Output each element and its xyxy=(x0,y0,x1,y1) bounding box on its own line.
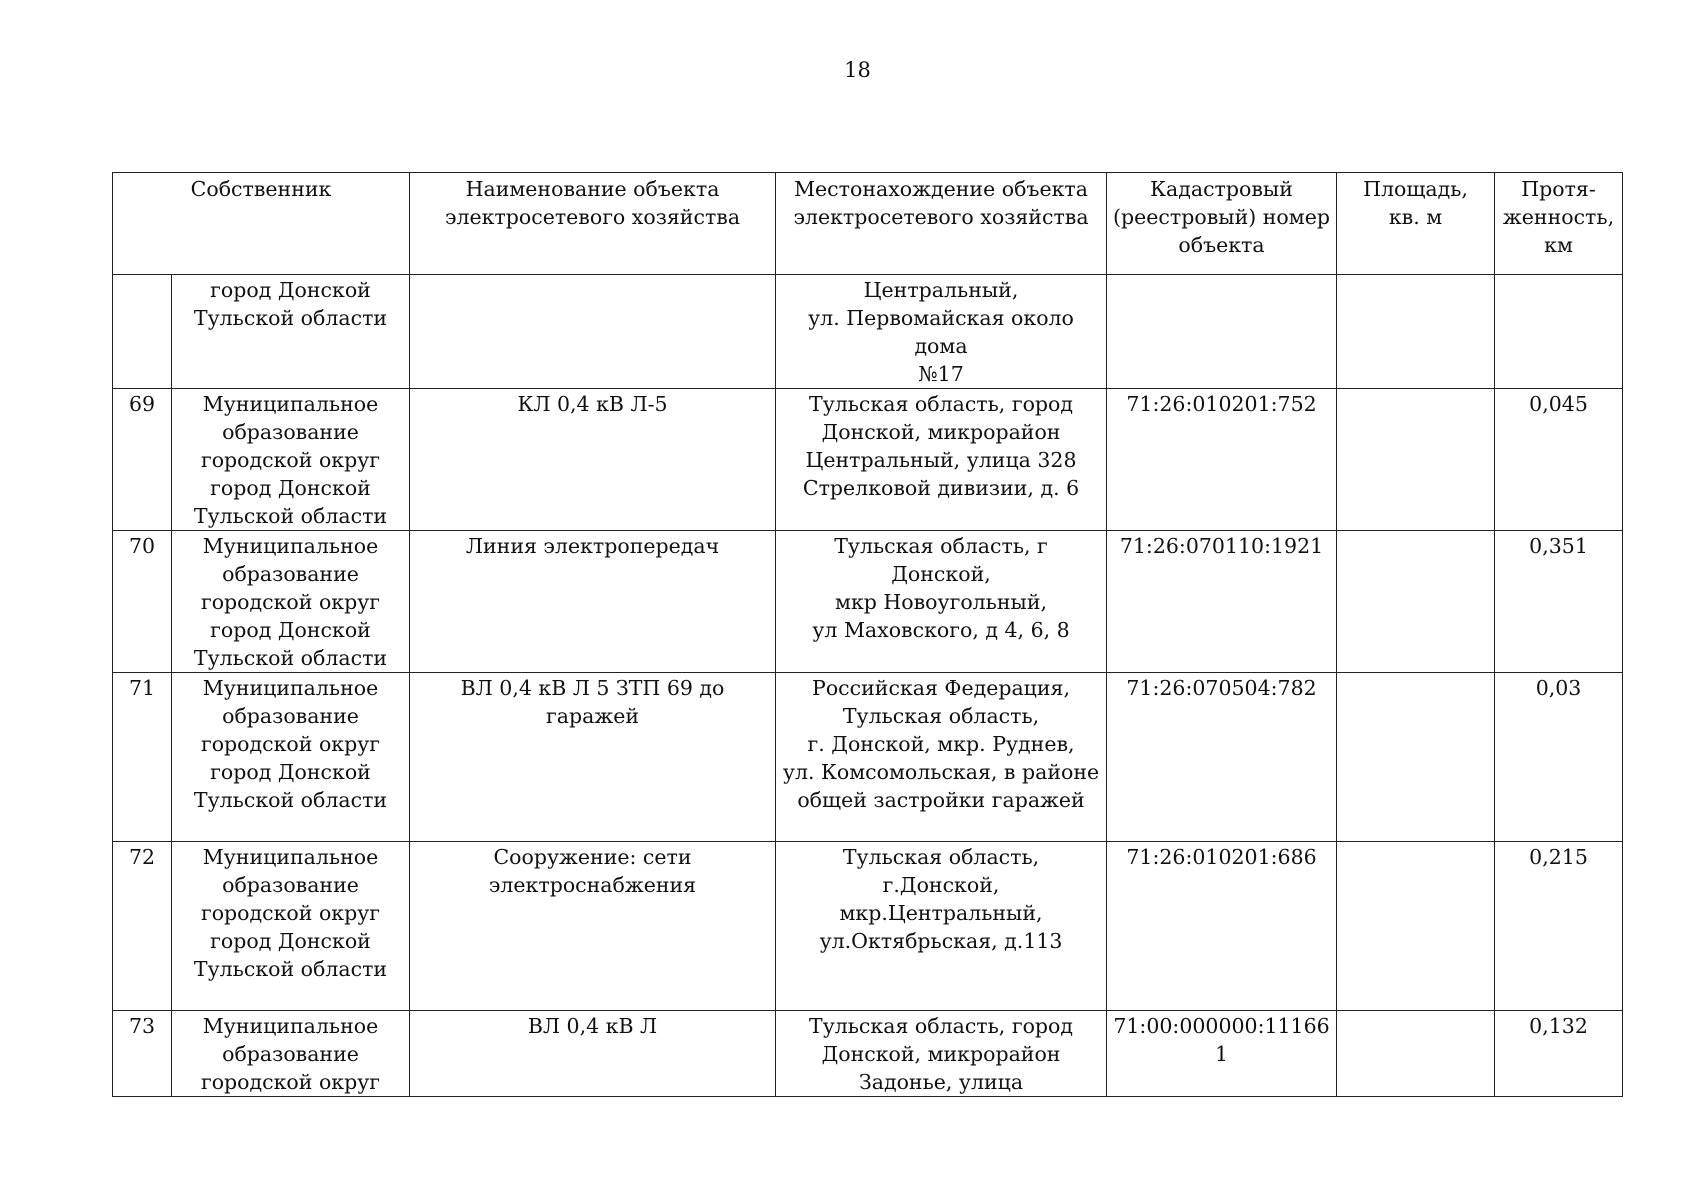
page-number: 18 xyxy=(844,58,871,82)
cell-owner: Муниципальное образование городской округ xyxy=(172,1011,410,1097)
cell-location: Российская Федерация, Тульская область, г. Донской, мкр. Руднев, ул. Комсомольская, в районе общей застройки гаражей xyxy=(776,673,1107,842)
cell-location: Центральный, ул. Первомайская около дома №17 xyxy=(776,275,1107,389)
cell-owner: Муниципальное образование городской округ город Донской Тульской области xyxy=(172,673,410,842)
cell-object-name: ВЛ 0,4 кВ Л xyxy=(410,1011,776,1097)
cell-length xyxy=(1495,275,1623,389)
table-row xyxy=(113,1011,1623,1097)
cell-number: 70 xyxy=(113,531,172,673)
header-object-name: Наименование объекта электросетевого хозяйства xyxy=(410,173,776,275)
table-row-continuation xyxy=(113,275,1623,389)
header-length: Протя- женность, км xyxy=(1495,173,1623,275)
cell-number: 69 xyxy=(113,389,172,531)
cell-location: Тульская область, г Донской, мкр Новоугольный, ул Маховского, д 4, 6, 8 xyxy=(776,531,1107,673)
cell-cadastral: 71:26:070110:1921 xyxy=(1107,531,1337,673)
cell-object-name: КЛ 0,4 кВ Л-5 xyxy=(410,389,776,531)
cell-number: 71 xyxy=(113,673,172,842)
cell-cadastral xyxy=(1107,275,1337,389)
cell-cadastral: 71:26:010201:752 xyxy=(1107,389,1337,531)
cell-length: 0,045 xyxy=(1495,389,1623,531)
cell-length: 0,215 xyxy=(1495,842,1623,1011)
cell-area xyxy=(1337,275,1495,389)
table-header-row xyxy=(113,173,1623,275)
header-object-location: Местонахождение объекта электросетевого хозяйства xyxy=(776,173,1107,275)
cell-length: 0,03 xyxy=(1495,673,1623,842)
cell-owner: Муниципальное образование городской округ город Донской Тульской области xyxy=(172,531,410,673)
cell-cadastral: 71:26:010201:686 xyxy=(1107,842,1337,1011)
cell-area xyxy=(1337,842,1495,1011)
electrical-facilities-table xyxy=(112,172,1623,1097)
table-row xyxy=(113,673,1623,842)
header-cadastral-number: Кадастровый (реестровый) номер объекта xyxy=(1107,173,1337,275)
cell-object-name: Сооружение: сети электроснабжения xyxy=(410,842,776,1011)
cell-length: 0,132 xyxy=(1495,1011,1623,1097)
cell-object-name: Линия электропередач xyxy=(410,531,776,673)
header-area: Площадь, кв. м xyxy=(1337,173,1495,275)
cell-location: Тульская область, город Донской, микрорайон Центральный, улица 328 Стрелковой дивизии, д. 6 xyxy=(776,389,1107,531)
table-row xyxy=(113,842,1623,1011)
cell-owner: Муниципальное образование городской округ город Донской Тульской области xyxy=(172,389,410,531)
cell-object-name xyxy=(410,275,776,389)
header-owner: Собственник xyxy=(113,173,410,275)
cell-object-name: ВЛ 0,4 кВ Л 5 ЗТП 69 до гаражей xyxy=(410,673,776,842)
cell-area xyxy=(1337,531,1495,673)
cell-cadastral: 71:26:070504:782 xyxy=(1107,673,1337,842)
cell-area xyxy=(1337,1011,1495,1097)
cell-cadastral: 71:00:000000:11166 1 xyxy=(1107,1011,1337,1097)
cell-location: Тульская область, г.Донской, мкр.Центральный, ул.Октябрьская, д.113 xyxy=(776,842,1107,1011)
cell-owner: Муниципальное образование городской округ город Донской Тульской области xyxy=(172,842,410,1011)
cell-number: 72 xyxy=(113,842,172,1011)
cell-length: 0,351 xyxy=(1495,531,1623,673)
cell-location: Тульская область, город Донской, микрорайон Задонье, улица xyxy=(776,1011,1107,1097)
cell-number xyxy=(113,275,172,389)
table-row xyxy=(113,389,1623,531)
cell-area xyxy=(1337,389,1495,531)
cell-owner: город Донской Тульской области xyxy=(172,275,410,389)
cell-area xyxy=(1337,673,1495,842)
cell-number: 73 xyxy=(113,1011,172,1097)
table-row xyxy=(113,531,1623,673)
